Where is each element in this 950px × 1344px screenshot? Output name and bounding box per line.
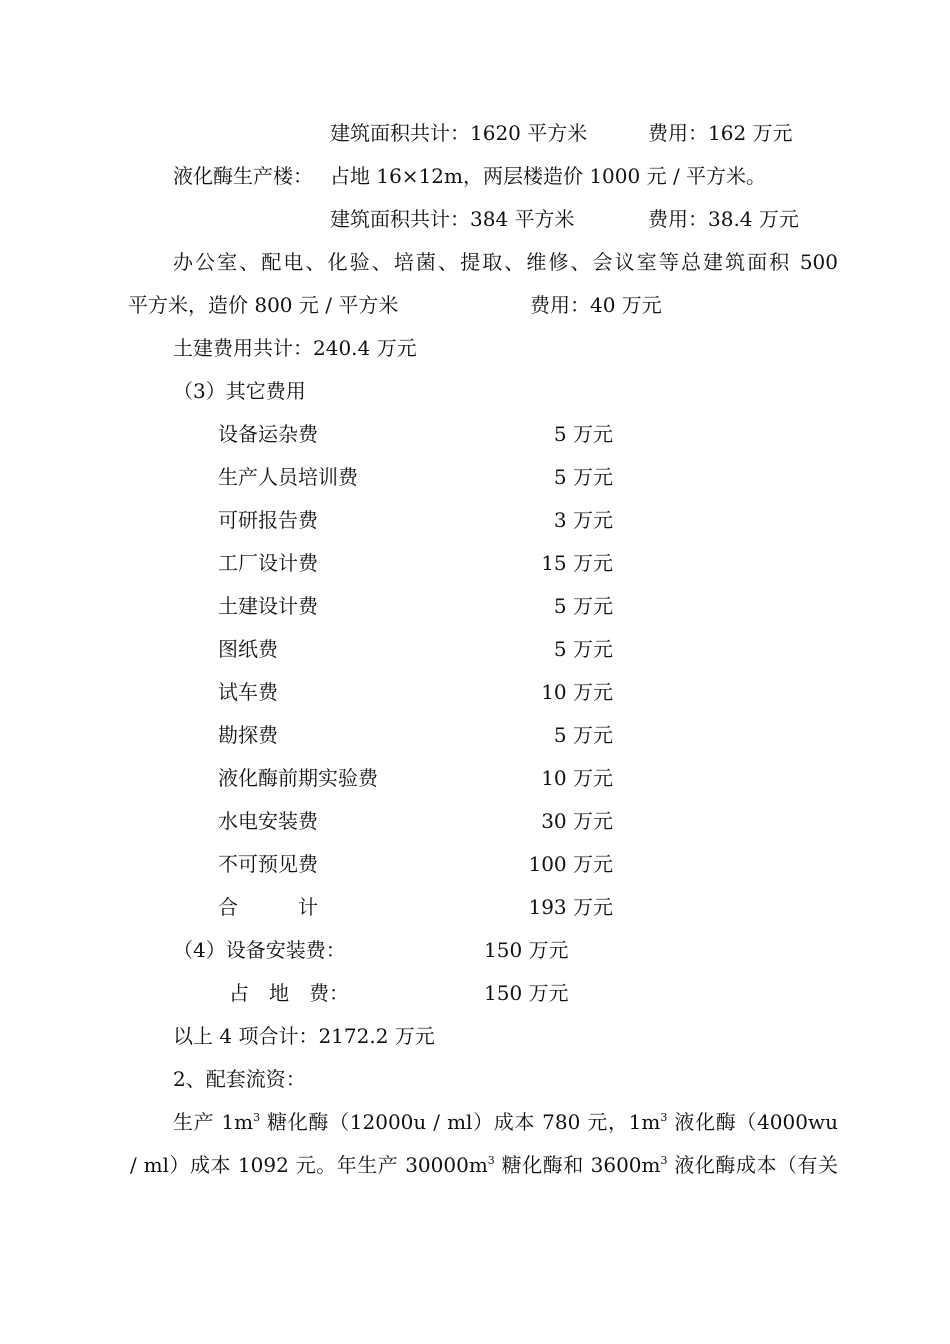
cost-item-amount: 3 万元: [553, 508, 613, 532]
cost-item-name: 可研报告费: [218, 508, 318, 532]
paragraph-line-2: [130, 1151, 838, 1179]
cost-total-amount: 193 万元: [528, 895, 613, 919]
civil-cost-total: 土建费用共计：240.4 万元: [173, 336, 417, 360]
cost-item-amount: 5 万元: [553, 465, 613, 489]
build-area-total-384: 建筑面积共计：384 平方米: [330, 207, 575, 231]
cost-item-name: 图纸费: [218, 637, 278, 661]
para-text: 液化酶（4000wu: [667, 1110, 838, 1134]
cost-item-name: 勘探费: [218, 723, 278, 747]
superscript: 3: [253, 1111, 261, 1124]
cost-item-amount: 5 万元: [553, 422, 613, 446]
cost-item-name: 水电安装费: [218, 809, 318, 833]
build-area-total-1620: 建筑面积共计：1620 平方米: [330, 121, 588, 145]
land-cost-amount: 150 万元: [484, 981, 569, 1005]
other-costs-heading: （3）其它费用: [173, 379, 306, 403]
working-capital-heading: 2、配套流资：: [173, 1067, 306, 1091]
superscript: 3: [660, 1111, 668, 1124]
cost-item-name: 不可预见费: [218, 852, 318, 876]
para-text: / ml）成本 1092 元。年生产 30000m: [130, 1153, 488, 1177]
cost-item-amount: 100 万元: [528, 852, 613, 876]
cost-item-name: 试车费: [218, 680, 278, 704]
cost-40: 费用：40 万元: [530, 293, 662, 317]
cost-162: 费用：162 万元: [648, 121, 793, 145]
four-item-total: 以上 4 项合计：2172.2 万元: [173, 1024, 435, 1048]
office-line-1: 办公室、配电、化验、培菌、提取、维修、会议室等总建筑面积 500: [173, 250, 838, 274]
cost-item-amount: 30 万元: [541, 809, 613, 833]
para-text: 糖化酶（12000u / ml）成本 780 元，1m: [260, 1110, 661, 1134]
cost-total-label: 合 计: [218, 895, 318, 919]
superscript: 3: [487, 1154, 495, 1167]
cost-item-amount: 10 万元: [541, 766, 613, 790]
office-line-2: 平方米，造价 800 元 / 平方米: [128, 293, 399, 317]
install-cost-label: （4）设备安装费：: [173, 938, 346, 962]
liquefaction-building-label: 液化酶生产楼：: [173, 164, 313, 188]
cost-item-name: 设备运杂费: [218, 422, 318, 446]
cost-item-name: 工厂设计费: [218, 551, 318, 575]
cost-item-amount: 15 万元: [541, 551, 613, 575]
cost-item-name: 土建设计费: [218, 594, 318, 618]
cost-38-4: 费用：38.4 万元: [648, 207, 799, 231]
paragraph-line-1: [173, 1108, 838, 1136]
cost-item-amount: 5 万元: [553, 594, 613, 618]
cost-item-name: 液化酶前期实验费: [218, 766, 378, 790]
para-text: 糖化酶和 3600m: [494, 1153, 661, 1177]
superscript: 3: [660, 1154, 668, 1167]
cost-item-amount: 5 万元: [553, 723, 613, 747]
land-cost-label: 占 地 费：: [229, 981, 349, 1005]
install-cost-amount: 150 万元: [484, 938, 569, 962]
para-text: 生产 1m: [173, 1110, 254, 1134]
liquefaction-building-desc: 占地 16×12m，两层楼造价 1000 元 / 平方米。: [330, 164, 767, 188]
cost-item-name: 生产人员培训费: [218, 465, 358, 489]
cost-item-amount: 10 万元: [541, 680, 613, 704]
para-text: 液化酶成本（有关: [667, 1153, 839, 1177]
cost-item-amount: 5 万元: [553, 637, 613, 661]
